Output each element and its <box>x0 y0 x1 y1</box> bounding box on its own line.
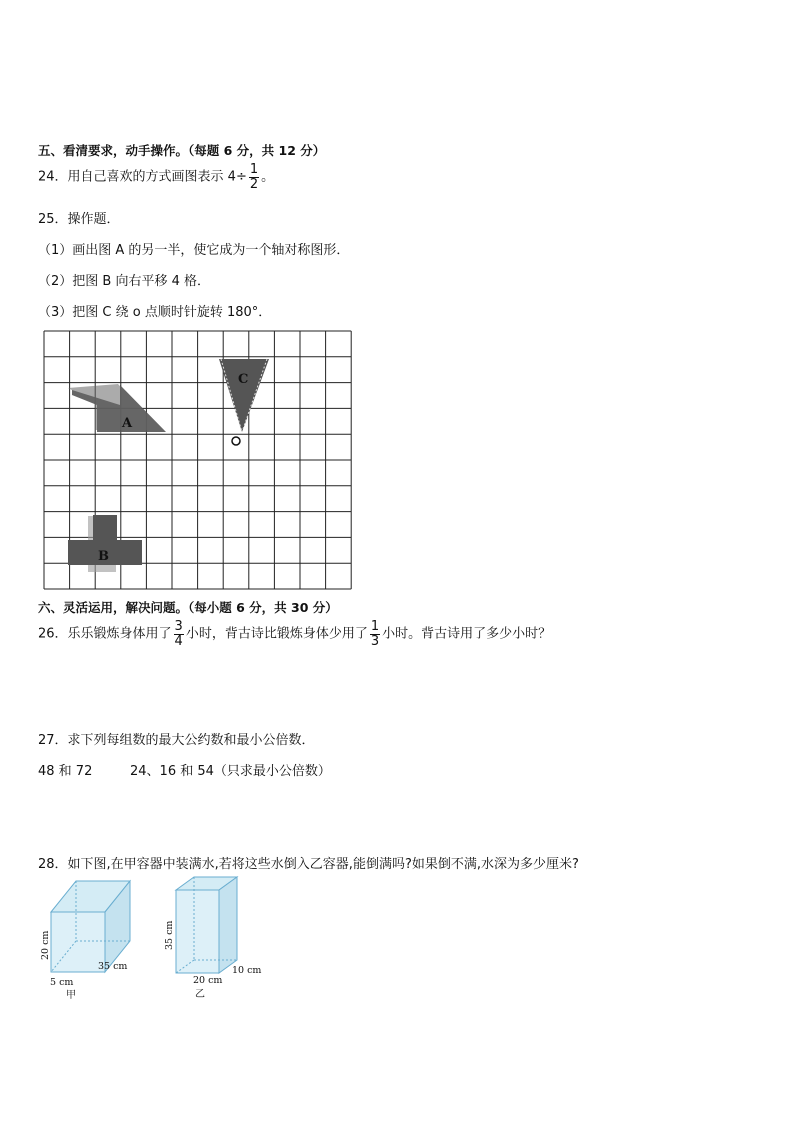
shape-b-label: B <box>98 549 109 564</box>
question-27-group-1: 48 和 72 <box>38 764 93 779</box>
fraction-one-third: $\frac{1}{3}$ <box>370 619 380 649</box>
container-jia <box>51 881 130 972</box>
question-27-group-2: 24、16 和 54（只求最小公倍数） <box>130 764 331 779</box>
fraction-three-quarters: $\frac{3}{4}$ <box>174 619 183 649</box>
yi-length-label: 20 cm <box>193 975 223 986</box>
jia-name-label: 甲 <box>66 990 76 1001</box>
question-28: 28．如下图,在甲容器中装满水,若将这些水倒入乙容器,能倒满吗?如果倒不满,水深为多少厘米? <box>38 857 579 872</box>
section-5-heading: 五、看清要求，动手操作。（每题 6 分，共 12 分） <box>38 143 326 158</box>
jia-width-label: 5 cm <box>50 977 74 988</box>
question-27-title: 27．求下列每组数的最大公约数和最小公倍数． <box>38 733 315 748</box>
yi-name-label: 乙 <box>195 989 205 1000</box>
question-25-item-2: （2）把图 B 向右平移 4 格． <box>38 274 210 289</box>
question-24: 24．用自己喜欢的方式画图表示 4÷ $\frac{1}{2}$ 。 <box>38 162 275 192</box>
shape-c-label: C <box>238 372 249 387</box>
fraction-one-half: $\frac{1}{2}$ <box>249 162 259 192</box>
question-26: 26．乐乐锻炼身体用了 $\frac{3}{4}$ 小时，背古诗比锻炼身体少用了 $\frac{1}{3}$ 小时。背古诗用了多少小时？ <box>38 619 552 649</box>
question-25-item-3: （3）把图 C 绕 o 点顺时针旋转 180°． <box>38 305 272 320</box>
section-6-heading: 六、灵活运用，解决问题。（每小题 6 分，共 30 分） <box>38 600 338 615</box>
question-25-item-1: （1）画出图 A 的另一半，使它成为一个轴对称图形． <box>38 243 350 258</box>
jia-length-label: 35 cm <box>98 961 128 972</box>
yi-width-label: 10 cm <box>232 965 262 976</box>
question-25-title: 25．操作题． <box>38 212 120 227</box>
question-24-text: 24．用自己喜欢的方式画图表示 4÷ <box>38 169 247 185</box>
jia-height-label: 20 cm <box>40 930 51 960</box>
shape-a-label: A <box>122 416 133 431</box>
yi-height-label: 35 cm <box>164 920 175 950</box>
container-yi <box>176 877 237 973</box>
